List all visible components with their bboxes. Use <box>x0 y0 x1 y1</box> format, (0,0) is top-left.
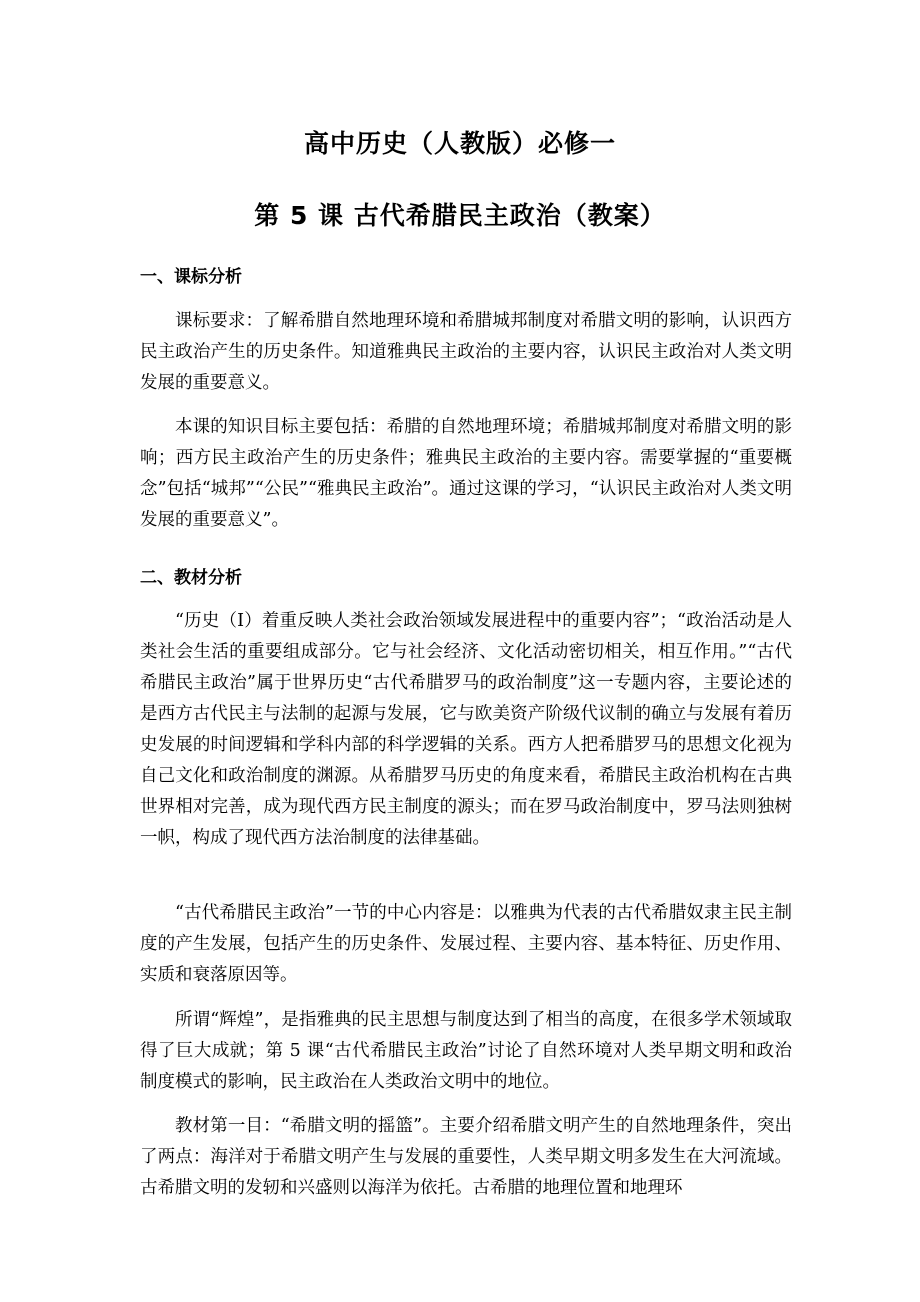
paragraph-central-content: “古代希腊民主政治”一节的中心内容是：以雅典为代表的古代希腊奴隶主民主制度的产生发展，包括产生的历史条件、发展过程、主要内容、基本特征、历史作用、实质和衰落原因等。 <box>140 903 792 985</box>
paragraph-first-topic: 教材第一目：“希腊文明的摇篮”。主要介绍希腊文明产生的自然地理条件，突出了两点：海洋对于希腊文明产生与发展的重要性，人类早期文明多发生在大河流域。古希腊文明的发轫和兴盛则以海洋为依托。古希腊的地理位置和地理环 <box>140 1116 792 1198</box>
section-heading-textbook: 二、教材分析 <box>140 568 242 588</box>
paragraph-textbook-overview: “历史（Ⅰ）着重反映人类社会政治领域发展进程中的重要内容”；“政治活动是人类社会生活的重要组成部分。它与社会经济、文化活动密切相关，相互作用。”“古代希腊民主政治”属于世界历史“古代希腊罗马的政治制度”这一专题内容，主要论述的是西方古代民主与法制的起源与发展，它与欧美资产阶级代议制的确立与发展有着历史发展的时间逻辑和学科内部的科学逻辑的关系。西方人把希腊罗马的思想文化视为自己文化和政治制度的渊源。从希腊罗马历史的角度来看，希腊民主政治机构在古典世界相对完善，成为现代西方民主制度的源头；而在罗马政治制度中，罗马法则独树一帜，构成了现代西方法治制度的法律基础。 <box>140 611 792 848</box>
section-heading-curriculum: 一、课标分析 <box>140 267 242 287</box>
document-title: 高中历史（人教版）必修一 <box>303 129 616 158</box>
lesson-title: 第 5 课 古代希腊民主政治（教案） <box>254 201 666 230</box>
paragraph-curriculum-requirement: 课标要求：了解希腊自然地理环境和希腊城邦制度对希腊文明的影响，认识西方民主政治产生的历史条件。知道雅典民主政治的主要内容，认识民主政治对人类文明发展的重要意义。 <box>140 311 792 393</box>
paragraph-knowledge-goals: 本课的知识目标主要包括：希腊的自然地理环境；希腊城邦制度对希腊文明的影响；西方民主政治产生的历史条件；雅典民主政治的主要内容。需要掌握的“重要概念”包括“城邦”“公民”“雅典民主政治”。通过这课的学习，“认识民主政治对人类文明发展的重要意义”。 <box>140 417 792 530</box>
paragraph-glory: 所谓“辉煌”，是指雅典的民主思想与制度达到了相当的高度，在很多学术领域取得了巨大成就；第 5 课“古代希腊民主政治”讨论了自然环境对人类早期文明和政治制度模式的影响，民主政治在人类政治文明中的地位。 <box>140 1010 792 1092</box>
